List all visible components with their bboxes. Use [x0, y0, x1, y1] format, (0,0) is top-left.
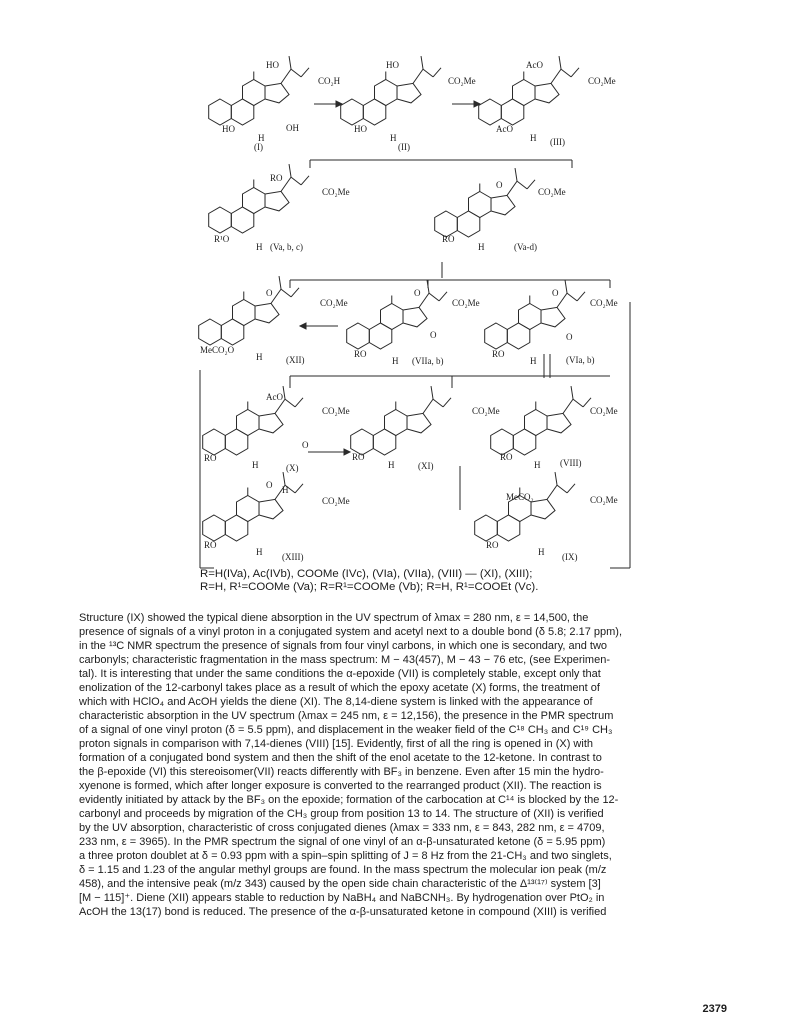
structure-label-vii-ro: RO	[354, 349, 367, 359]
ring-a	[209, 207, 232, 233]
side-chain-methyl	[283, 386, 285, 399]
side-chain	[443, 398, 451, 407]
ring-a	[209, 99, 232, 125]
structure-label-ix-co2me: CO₂Me	[590, 495, 618, 505]
ring-b	[231, 207, 254, 233]
structure-label-v-r1o: R¹O	[214, 234, 230, 244]
ring-a	[479, 99, 502, 125]
structure-label-v-co2me: CO₂Me	[322, 187, 350, 197]
side-chain	[433, 399, 443, 407]
body-text-line: enolization of the 12-carbonyl takes place as a result of which the epoxy acetate (X) forms, the treatment of	[79, 682, 600, 694]
side-chain	[291, 177, 301, 185]
structure-label-ii-h: H	[390, 133, 397, 143]
body-text-line: Structure (IX) showed the typical diene absorption in the UV spectrum of λmax = 280 nm, ε = 14,500, the	[79, 612, 589, 624]
structure-label-vii-num: (VIIa, b)	[412, 356, 444, 366]
reaction-scheme-drawing	[190, 40, 650, 568]
structure-label-vd-co2me: CO₂Me	[538, 187, 566, 197]
structure-label-vi-co2me: CO₂Me	[590, 298, 618, 308]
side-chain	[571, 68, 579, 77]
ring-b	[231, 99, 254, 125]
body-text-line: xyenone is formed, which after longer exposure is converted to the rearranged product (XII). The reaction is	[79, 780, 602, 792]
side-chain	[291, 69, 301, 77]
structure-label-i-h: H	[258, 133, 265, 143]
structure-label-vi-ro: RO	[492, 349, 505, 359]
arrow-head	[300, 323, 306, 329]
side-chain	[567, 484, 575, 493]
side-chain	[281, 289, 291, 297]
structure-label-iii-num: (III)	[550, 137, 565, 147]
structure-label-ix-mecoo: MeCO₂	[506, 492, 534, 502]
side-chain	[301, 176, 309, 185]
side-chain	[429, 293, 439, 301]
body-text-line: proton signals in comparison with 7,14-dienes (VIII) [15]. Evidently, first of all the ring is opened in (X) with	[79, 738, 593, 750]
structure-label-v-ro: RO	[270, 173, 283, 183]
ring-d	[547, 413, 571, 433]
side-chain-methyl	[289, 56, 291, 69]
structure-label-xi-num: (XI)	[418, 461, 434, 471]
structure-label-i-ho-left: HO	[222, 124, 235, 134]
ring-d	[259, 413, 283, 433]
structure-label-vi-ep: O	[566, 332, 573, 342]
structure-xiii	[203, 472, 303, 541]
side-chain-methyl	[571, 386, 573, 399]
ring-d	[255, 303, 279, 323]
ring-c	[525, 410, 548, 436]
ring-c	[385, 410, 408, 436]
caption-line: R=H(IVa), Ac(IVb), COOMe (IVc), (VIa), (VIIa), (VIII) — (XI), (XIII);	[200, 568, 533, 580]
side-chain	[423, 69, 433, 77]
structure-label-xii-num: (XII)	[286, 355, 305, 365]
structure-label-viii-ro: RO	[500, 452, 513, 462]
structure-label-xi-h: H	[388, 460, 395, 470]
ring-b	[507, 323, 530, 349]
ring-c	[519, 304, 542, 330]
ring-c	[237, 410, 260, 436]
structure-label-viii-num: (VIII)	[560, 458, 582, 468]
structure-label-ii-num: (II)	[398, 142, 410, 152]
structure-label-viii-co2me: CO₂Me	[590, 406, 618, 416]
structure-label-xii-co2me: CO₂Me	[320, 298, 348, 308]
reaction-scheme	[190, 40, 650, 568]
structure-label-vi-num: (VIa, b)	[566, 355, 595, 365]
side-chain	[413, 69, 423, 83]
caption-line: R=H, R¹=COOMe (Va); R=R¹=COOMe (Vb); R=H, R¹=COOEt (Vc).	[200, 580, 539, 593]
ring-a	[203, 515, 226, 541]
ring-d	[491, 195, 515, 215]
structure-label-x-co2me: CO₂Me	[322, 406, 350, 416]
structure-label-i-ho-top: HO	[266, 60, 279, 70]
side-chain	[507, 181, 517, 195]
ring-c	[237, 496, 260, 522]
structure-label-xiii-ro: RO	[204, 540, 217, 550]
structure-label-i-oh: OH	[286, 123, 299, 133]
ring-a	[203, 429, 226, 455]
side-chain	[547, 485, 557, 499]
structure-v	[209, 164, 309, 233]
ring-b	[225, 429, 248, 455]
side-chain	[285, 399, 295, 407]
side-chain	[281, 69, 291, 83]
ring-a	[475, 515, 498, 541]
ring-a	[199, 319, 222, 345]
side-chain	[577, 292, 585, 301]
ring-a	[347, 323, 370, 349]
body-text-line: the β-epoxide (VI) this stereoisomer(VII) reacts differently with BF₃ in benzene. Even after 15 min the hydro-	[79, 766, 604, 778]
structure-label-xii-o: O	[266, 288, 273, 298]
structure-label-xiii-co2me: CO₂Me	[322, 496, 350, 506]
side-chain	[563, 399, 573, 413]
ring-b	[513, 429, 536, 455]
ring-b	[225, 515, 248, 541]
structure-label-vii-co2me: CO₂Me	[452, 298, 480, 308]
body-text-line: δ = 1.15 and 1.23 of the angular methyl groups are found. In the mass spectrum the molecular ion peak (m/z	[79, 864, 607, 876]
structure-viii	[491, 386, 591, 455]
structure-label-x-ep: O	[302, 440, 309, 450]
ring-b	[369, 323, 392, 349]
ring-d	[535, 83, 559, 103]
body-text-line: 233 nm, ε = 3965). In the PMR spectrum the signal of one vinyl of an α-β-unsaturated ketone (δ = 5.95 ppm)	[79, 836, 606, 848]
side-chain	[557, 485, 567, 493]
structure-label-ii-co2me: CO₂Me	[448, 76, 476, 86]
side-chain	[291, 288, 299, 297]
ring-b	[221, 319, 244, 345]
side-chain-methyl	[431, 386, 433, 399]
ring-b	[373, 429, 396, 455]
ring-b	[501, 99, 524, 125]
structure-label-xii-h: H	[256, 352, 263, 362]
ring-c	[375, 80, 398, 106]
body-text-line: by the UV absorption, characteristic of cross conjugated dienes (λmax = 333 nm, ε = 843, 282 nm, ε = 4709,	[79, 822, 605, 834]
side-chain-methyl	[289, 164, 291, 177]
side-chain	[527, 180, 535, 189]
body-text-line: [M − 115]⁺. Diene (XII) appears stable to reduction by NaBH₄ and NaBCNH₃. By hydrogenation over PtO₂ in	[79, 892, 605, 904]
body-text-line: 458), and the intensive peak (m/z 343) caused by the open side chain characteristic of the Δ¹³⁽¹⁷⁾ system [3]	[79, 878, 601, 890]
side-chain-methyl	[515, 168, 517, 181]
structure-label-v-num: (Va, b, c)	[270, 242, 303, 252]
body-text-line: which with HClO₄ and AcOH yields the diene (XI). The 8,14-diene system is linked with the appearance of	[79, 696, 593, 708]
structure-label-vd-h: H	[478, 242, 485, 252]
side-chain-methyl	[279, 276, 281, 289]
structure-xi	[351, 386, 451, 455]
body-paragraph	[79, 611, 729, 919]
body-text-line: formation of a conjugated bond system and then the shift of the enol acetate to the 12-ketone. In contrast to	[79, 752, 602, 764]
ring-c	[381, 304, 404, 330]
structure-label-i-num: (I)	[254, 142, 263, 152]
side-chain	[433, 68, 441, 77]
side-chain	[439, 292, 447, 301]
body-text-line: characteristic absorption in the UV spectrum (λmax = 245 nm, ε = 12,156), the presence in the PMR spectrum	[79, 710, 614, 722]
ring-b	[497, 515, 520, 541]
structure-label-ix-num: (IX)	[562, 552, 578, 562]
ring-d	[403, 307, 427, 327]
structure-label-viii-h: H	[534, 460, 541, 470]
structure-ix	[475, 472, 575, 541]
ring-d	[407, 413, 431, 433]
structure-label-vd-o: O	[496, 180, 503, 190]
side-chain-methyl	[421, 56, 423, 69]
body-text-line: carbonyls; characteristic fragmentation in the mass spectrum: M − 43(457), M − 43 − 76 etc, (see Experimen-	[79, 654, 610, 666]
body-text-line: presence of signals of a vinyl proton in a conjugated system and acetyl next to a double bond (δ 5.8; 2.17 ppm),	[79, 626, 623, 638]
ring-c	[243, 80, 266, 106]
structure-i	[209, 56, 309, 125]
structure-label-vii-o: O	[414, 288, 421, 298]
ring-c	[513, 80, 536, 106]
ring-d	[265, 191, 289, 211]
structure-label-iii-h: H	[530, 133, 537, 143]
side-chain-methyl	[559, 56, 561, 69]
structure-label-xiii-h-top: H	[282, 485, 289, 495]
structure-label-ii-ho-top: HO	[386, 60, 399, 70]
structure-label-vii-h: H	[392, 356, 399, 366]
body-text-line: in the ¹³C NMR spectrum the presence of signals from four vinyl carbons, in which one is secondary, and two	[79, 640, 608, 652]
side-chain	[517, 181, 527, 189]
side-chain	[423, 399, 433, 413]
structure-label-vd-num: (Va-d)	[514, 242, 537, 252]
structure-label-i-co2h: CO₂H	[318, 76, 341, 86]
body-text-line: a three proton doublet at δ = 0.93 ppm with a spin–spin splitting of J = 8 Hz from the 21-CH₃ and two singlets,	[79, 850, 612, 862]
side-chain	[295, 398, 303, 407]
structure-label-xiii-h: H	[256, 547, 263, 557]
ring-d	[397, 83, 421, 103]
ring-d	[259, 499, 283, 519]
structure-label-ii-ho-left: HO	[354, 124, 367, 134]
side-chain	[295, 484, 303, 493]
side-chain	[551, 69, 561, 83]
side-chain-methyl	[555, 472, 557, 485]
structure-label-xi-ro: RO	[352, 452, 365, 462]
side-chain	[561, 69, 571, 77]
body-text-line: evidently initiated by attack by the BF₃ on the epoxide; formation of the carbocation at C¹⁴ is blocked by the 12-	[79, 794, 619, 806]
structure-label-x-h: H	[252, 460, 259, 470]
side-chain-methyl	[565, 280, 567, 293]
side-chain	[567, 293, 577, 301]
body-text-line: carbonyl and proceeds by migration of the CH₃ group from position 13 to 14. The structure of (XII) is verified	[79, 808, 604, 820]
structure-label-iii-aco-top: AcO	[526, 60, 543, 70]
structure-label-iii-aco-left: AcO	[496, 124, 513, 134]
structure-label-vi-h: H	[530, 356, 537, 366]
structure-label-iii-co2me: CO₂Me	[588, 76, 616, 86]
side-chain	[573, 399, 583, 407]
ring-c	[233, 300, 256, 326]
structure-label-xii-meco2o: MeCO₂O	[200, 345, 235, 355]
structure-label-ix-ro: RO	[486, 540, 499, 550]
structure-label-xiii-o: O	[266, 480, 273, 490]
structure-label-vd-ro: RO	[442, 234, 455, 244]
structure-label-vi-o: O	[552, 288, 559, 298]
ring-b	[363, 99, 386, 125]
structure-label-x-num: (X)	[286, 463, 299, 473]
ring-d	[531, 499, 555, 519]
structure-x	[203, 386, 303, 455]
ring-a	[485, 323, 508, 349]
side-chain	[301, 68, 309, 77]
page-number: 2379	[702, 1003, 727, 1015]
ring-a	[341, 99, 364, 125]
arrow-head	[344, 449, 350, 455]
body-text-line: tal). It is interesting that under the same conditions the α-epoxide (VII) is completely stable, except only that	[79, 668, 601, 680]
structure-label-xiii-num: (XIII)	[282, 552, 304, 562]
structure-label-xi-co2me: CO₂Me	[472, 406, 500, 416]
scheme-caption	[200, 568, 640, 593]
structure-label-ix-h: H	[538, 547, 545, 557]
body-text-line: AcOH the 13(17) bond is reduced. The presence of the α-β-unsaturated ketone in compound (XIII) is verified	[79, 906, 607, 918]
ring-c	[469, 192, 492, 218]
structure-vd	[435, 168, 535, 237]
ring-c	[243, 188, 266, 214]
ring-b	[457, 211, 480, 237]
side-chain-methyl	[283, 472, 285, 485]
body-text-line: of a signal of one vinyl proton (δ = 5.5 ppm), and displacement in the weaker field of the C¹⁸ CH₃ and C¹⁹ CH₃	[79, 724, 613, 736]
ring-d	[265, 83, 289, 103]
structure-label-vii-ep: O	[430, 330, 437, 340]
structure-xii	[199, 276, 299, 345]
ring-d	[541, 307, 565, 327]
structure-label-v-h: H	[256, 242, 263, 252]
structure-label-x-ro: RO	[204, 453, 217, 463]
structure-label-x-aco: AcO	[266, 392, 283, 402]
